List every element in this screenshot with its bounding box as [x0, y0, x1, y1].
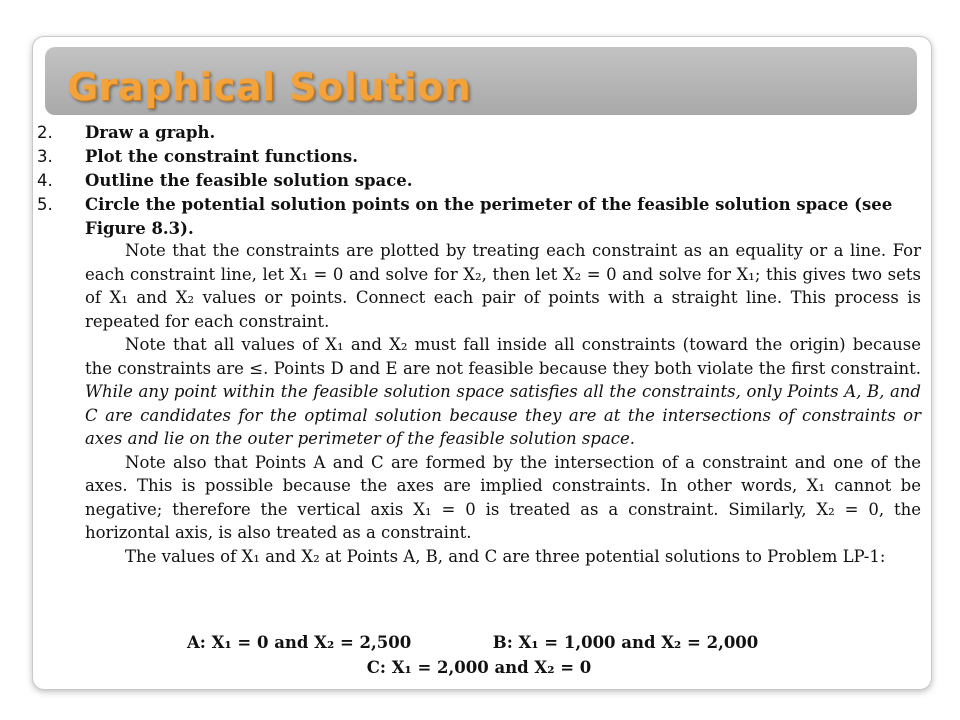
step-text: Circle the potential solution points on the perimeter of the feasible solution space (see Figure 8.3). — [85, 195, 893, 238]
paragraph-text: Note that the constraints are plotted by treating each constraint as an equality or a line. For each constraint line, let X₁ = 0 and solve for X₂, then let X₂ = 0 and solve for X₁; this gives two sets of X₁ and X₂ values or points. Connect each pair of points with a straight line. This process is repeated for each constraint. — [85, 241, 921, 331]
step-number: 2. — [37, 123, 53, 142]
steps-list — [37, 121, 921, 241]
step-item — [37, 145, 921, 169]
solution-b: B: X₁ = 1,000 and X₂ = 2,000 — [492, 633, 759, 652]
paragraph-italic-text: While any point within the feasible solution space satisfies all the constraints, only Points A, B, and C are candidates for the optimal solution because they are at the intersections of constraints or axes and lie on the outer perimeter of the feasible solution space. — [85, 382, 921, 448]
paragraph-text: Note also that Points A and C are formed by the intersection of a constraint and one of the axes. This is possible because the axes are implied constraints. In other words, X₁ cannot be negative; therefore the vertical axis X₁ = 0 is treated as a constraint. Similarly, X₂ = 0, the horizontal axis, is also treated as a constraint. — [85, 452, 921, 542]
step-text: Draw a graph. — [85, 123, 216, 142]
explanation-body — [85, 239, 921, 568]
slide-title: Graphical Solution — [67, 65, 472, 109]
step-number: 4. — [37, 171, 53, 190]
solution-c: C: X₁ = 2,000 and X₂ = 0 — [366, 658, 592, 677]
paragraph — [85, 451, 921, 545]
solution-a: A: X₁ = 0 and X₂ = 2,500 — [187, 633, 412, 652]
solutions-row — [187, 631, 887, 655]
paragraph — [85, 239, 921, 333]
step-text: Plot the constraint functions. — [85, 147, 358, 166]
paragraph — [85, 333, 921, 451]
title-bar — [45, 47, 917, 115]
paragraph — [85, 545, 921, 569]
step-item — [37, 169, 921, 193]
paragraph-text: The values of X₁ and X₂ at Points A, B, and C are three potential solutions to Problem LP-1: — [125, 546, 886, 566]
scanned-text-image — [37, 121, 921, 683]
step-number: 5. — [37, 195, 53, 214]
step-text: Outline the feasible solution space. — [85, 171, 413, 190]
step-number: 3. — [37, 147, 53, 166]
step-item — [37, 121, 921, 145]
step-item — [37, 193, 921, 241]
paragraph-text: Note that all values of X₁ and X₂ must fall inside all constraints (toward the origin) because the constraints are ≤. Points D and E are not feasible because they both violate the first constraint. — [85, 335, 921, 378]
slide-card — [32, 36, 932, 690]
